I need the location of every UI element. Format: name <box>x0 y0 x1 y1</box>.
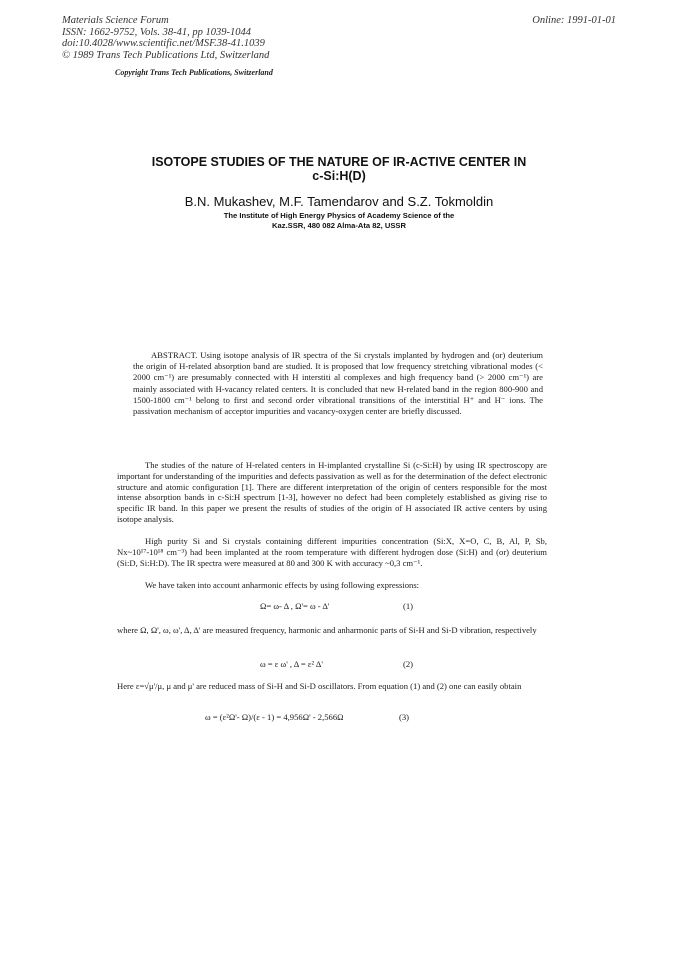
affiliation <box>90 211 588 231</box>
equation-1-number: (1) <box>403 601 414 611</box>
equation-3: ω = (ε²Ω'- Ω)/(ε - 1) = 4,956Ω' - 2,566Ω <box>205 712 344 722</box>
paragraph-intro: The studies of the nature of H-related centers in H-implanted crystalline Si (c-Si:H) by using IR spectroscopy are important for understanding of the impurities and defects passivation as well as for the determination of the defect electronic structure and atomic configuration [1]. There are different interpretation of the origin of centers responsible for the most intense absorption bands in c-Si:H spectrum [1-3], however no defect had been completely established as giving rise to specific IR band. In this paper we present the results of studies of the origin of H associated IR active centers by using isotope analysis. <box>117 460 547 524</box>
equation-3-number: (3) <box>399 712 410 722</box>
paper-title <box>90 155 588 183</box>
paragraph-experimental: High purity Si and Si crystals containing different impurities concentration (Si:X, X=O, C, B, Al, P, Sb, Nx~10¹⁷-10¹⁸ cm⁻³) had been implanted at the room temperature with different hydrogen dose (Si:H) and (or) deuterium (Si:D, Si:H:D). The IR spectra were measured at 80 and 300 K with accuracy ~0,3 cm⁻¹. <box>117 536 547 568</box>
title-line-2: c-Si:H(D) <box>312 169 366 183</box>
paragraph-reduced-mass: Here ε=√μ'/μ, μ and μ' are reduced mass of Si-H and Si-D oscillators. From equation (1) and (2) one can easily obtain <box>117 681 522 691</box>
abstract <box>133 350 543 417</box>
journal-header <box>62 15 269 61</box>
online-date: Online: 1991-01-01 <box>532 15 616 26</box>
journal-name: Materials Science Forum <box>62 15 169 26</box>
journal-doi[interactable]: doi:10.4028/www.scientific.net/MSF.38-41.1039 <box>62 38 265 49</box>
publisher-copyright: Copyright Trans Tech Publications, Switzerland <box>115 68 273 77</box>
journal-copyright: © 1989 Trans Tech Publications Ltd, Switzerland <box>62 49 270 61</box>
paragraph-where: where Ω, Ω', ω, ω', Δ, Δ' are measured frequency, harmonic and anharmonic parts of Si-H and Si-D vibration, respectively <box>117 625 537 635</box>
equation-2-number: (2) <box>403 659 414 669</box>
paragraph-expressions: We have taken into account anharmonic effects by using following expressions: <box>145 580 420 590</box>
title-line-1: ISOTOPE STUDIES OF THE NATURE OF IR-ACTIVE CENTER IN <box>151 155 527 169</box>
abstract-text: ABSTRACT. Using isotope analysis of IR spectra of the Si crystals implanted by hydrogen and (or) deuterium the origin of H-related absorption band are studied. It is proposed that low frequency stretching vibrational modes (< 2000 cm⁻¹) are presumably connected with H interstiti al complexes and high frequency band (> 2000 cm⁻¹) are mainly associated with H-vacancy related centers. It is concluded that new H-related band in the region 800-900 and 1500-1800 cm⁻¹ belong to first and second order vibrational transitions of the interstitial H⁺ and H⁻ ions. The passivation mechanism of acceptor impurities and vacancy-oxygen center are briefly discussed. <box>133 350 543 417</box>
affiliation-line-1: The Institute of High Energy Physics of Academy Science of the <box>223 211 455 220</box>
affiliation-line-2: Kaz.SSR, 480 082 Alma-Ata 82, USSR <box>272 221 406 230</box>
author-list: B.N. Mukashev, M.F. Tamendarov and S.Z. Tokmoldin <box>184 194 494 209</box>
journal-issn: ISSN: 1662-9752, Vols. 38-41, pp 1039-1044 <box>62 26 251 38</box>
equation-1: Ω= ω- Δ , Ω'= ω - Δ' <box>260 601 330 611</box>
equation-2: ω = ε ω' , Δ = ε² Δ' <box>260 659 323 669</box>
